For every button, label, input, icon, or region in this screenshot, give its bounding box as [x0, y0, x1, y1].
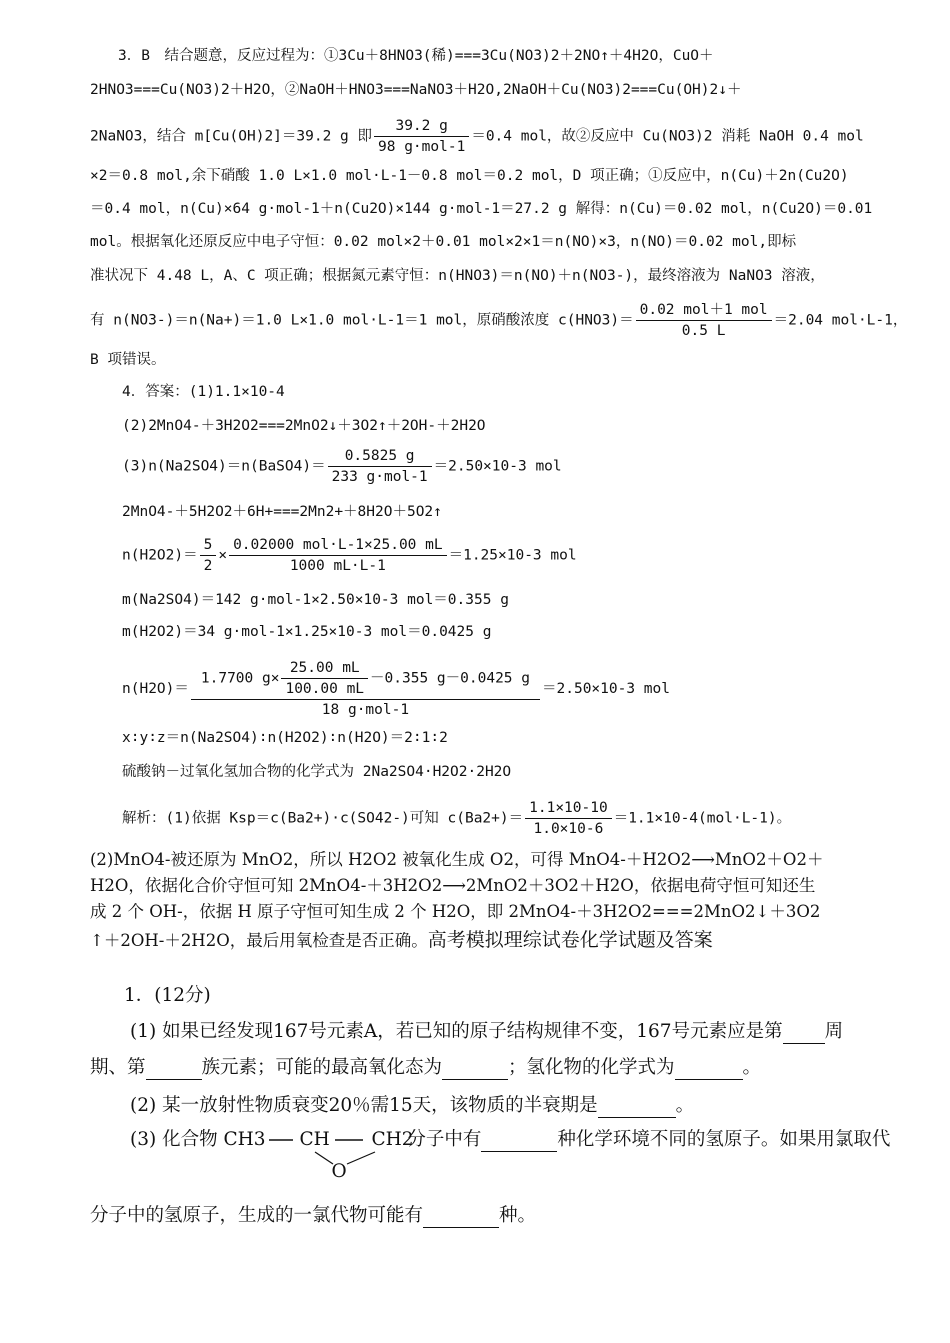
explanation-line: (2)MnO4-被还原为 MnO2，所以 H2O2 被氧化生成 O2，可得 MnO4-＋H2O2⟶MnO2＋O2＋: [90, 850, 824, 869]
fraction-denominator: 233 g·mol-1: [331, 469, 428, 485]
text-line-with-fraction: [90, 300, 907, 341]
formula-group-ch3: CH3: [223, 1129, 266, 1150]
answer-blank: [598, 1099, 676, 1118]
epoxide-formula: [223, 1128, 414, 1182]
answer-blank: [481, 1133, 557, 1152]
text-segment: ＝2.04 mol·L-1，: [773, 312, 908, 329]
fraction-numerator: 25.00 mL: [281, 658, 368, 679]
question-line: [130, 1128, 891, 1182]
fraction-numerator: [191, 658, 540, 700]
fraction-denominator: 98 g·mol-1: [378, 139, 466, 155]
question-number: 1．(12分): [124, 985, 211, 1006]
answer-blank: [146, 1061, 202, 1080]
fraction-denominator: 2: [203, 558, 213, 574]
answer-blank: [675, 1061, 743, 1080]
fraction-denominator: 1.0×10-6: [533, 821, 604, 837]
explanation-line: H2O，依据化合价守恒可知 2MnO4-＋3H2O2⟶2MnO2＋3O2＋H2O，依据电荷守恒可知还生: [90, 876, 816, 895]
text-segment: ＝2.50×10-3 mol: [433, 458, 562, 475]
answer-line: 4．答案：(1)1.1×10-4: [122, 384, 285, 400]
answer-line: m(H2O2)＝34 g·mol-1×1.25×10-3 mol＝0.0425 g: [122, 624, 492, 640]
text-segment: 分子中的氢原子，生成的一氯代物可能有: [90, 1205, 424, 1226]
text-segment: 1.7700 g×: [200, 670, 280, 687]
formula-atom-o: O: [331, 1161, 347, 1182]
text-line: mol。根据氧化还原反应中电子守恒：0.02 mol×2＋0.01 mol×2×1＝n(NO)×3，n(NO)＝0.02 mol,即标: [90, 234, 797, 250]
text-segment: n(H2O)＝: [122, 681, 189, 697]
text-segment: (3)n(Na2SO4)＝n(BaSO4)＝: [122, 458, 326, 475]
formula-group-ch: CH: [299, 1129, 330, 1150]
answer-line-with-fraction: [122, 446, 562, 487]
text-segment: ＝1.1×10-4(mol·L-1)。: [613, 810, 792, 827]
text-segment: (1) 如果已经发现167号元素A，若已知的原子结构规律不变，167号元素应是第: [130, 1021, 783, 1042]
text-line: B 项错误。: [90, 352, 166, 368]
text-segment: ↑＋2OH-＋2H2O，最后用氧检查是否正确。: [90, 931, 428, 950]
text-segment: 有 n(NO3-)＝n(Na+)＝1.0 L×1.0 mol·L-1＝1 mol，原硝酸浓度 c(HNO3)＝: [90, 312, 634, 329]
fraction: [281, 658, 368, 699]
answer-line-with-fraction: [122, 658, 670, 720]
question-line: [130, 1020, 843, 1044]
fraction-numerator: 0.02 mol＋1 mol: [636, 300, 772, 321]
text-segment: ＝1.25×10-3 mol: [448, 547, 577, 564]
text-segment: 。: [742, 1057, 762, 1078]
fraction: [374, 116, 469, 157]
text-segment: 分子中有: [407, 1129, 482, 1150]
text-line: ×2＝0.8 mol,余下硝酸 1.0 L×1.0 mol·L-1－0.8 mol＝0.2 mol，D 项正确；①反应中，n(Cu)＋2n(Cu2O): [90, 168, 849, 184]
fraction-numerator: 5: [200, 535, 217, 556]
text-segment: 解析：(1)依据 Ksp＝c(Ba2+)·c(SO42-)可知 c(Ba2+)＝: [122, 810, 524, 827]
text-line: 3．B 结合题意，反应过程为：①3Cu＋8HNO3(稀)===3Cu(NO3)2＋2NO↑＋4H2O，CuO＋: [118, 48, 714, 64]
answer-line: m(Na2SO4)＝142 g·mol-1×2.50×10-3 mol＝0.355 g: [122, 592, 509, 608]
text-segment: 种。: [499, 1205, 537, 1226]
text-segment: ＝0.4 mol，故②反应中 Cu(NO3)2 消耗 NaOH 0.4 mol: [471, 128, 864, 145]
document-title: 高考模拟理综试卷化学试题及答案: [427, 929, 713, 951]
fraction-denominator: 100.00 mL: [285, 681, 365, 697]
text-line: ＝0.4 mol，n(Cu)×64 g·mol-1＋n(Cu2O)×144 g·mol-1＝27.2 g 解得：n(Cu)＝0.02 mol，n(Cu2O)＝0.01: [90, 201, 873, 217]
explanation-line: 成 2 个 OH-，依据 H 原子守恒可知生成 2 个 H2O，即 2MnO4-＋3H2O2===2MnO2↓＋3O2: [90, 902, 821, 921]
answer-line: x∶y∶z＝n(Na2SO4)∶n(H2O2)∶n(H2O)＝2∶1∶2: [122, 730, 448, 746]
fraction-numerator: 1.1×10-10: [525, 798, 612, 819]
fraction: [525, 798, 612, 839]
fraction: [636, 300, 772, 341]
fraction: [229, 535, 447, 576]
text-segment: －0.355 g－0.0425 g: [370, 670, 530, 687]
fraction-denominator: 0.5 L: [681, 323, 726, 339]
text-segment: 族元素；可能的最高氧化态为: [201, 1057, 443, 1078]
formula-group-ch2: CH2: [371, 1129, 414, 1150]
answer-line: 硫酸钠－过氧化氢加合物的化学式为 2Na2SO4·H2O2·2H2O: [122, 764, 512, 780]
question-line: [90, 1056, 761, 1080]
text-segment: (3) 化合物: [130, 1129, 218, 1150]
question-line: [90, 1204, 536, 1228]
text-line: 准状况下 4.48 L，A、C 项正确；根据氮元素守恒：n(HNO3)＝n(NO)＋n(NO3-)，最终溶液为 NaNO3 溶液，: [90, 268, 825, 284]
text-segment: 期、第: [90, 1057, 146, 1078]
fraction: [200, 535, 217, 576]
fraction: [328, 446, 432, 487]
answer-line-with-fraction: n(H2O2)＝ $\frac{5}{2}$ × $\frac{\text{0.02000 mol·L-1×25.00 mL}}{1000 mL\cdot L-1}$ ＝1.25×10-3 mol: [122, 537, 577, 574]
epoxide-bonds: [223, 1128, 401, 1184]
text-segment: ；氢化物的化学式为: [508, 1057, 675, 1078]
question-line: [130, 1094, 694, 1118]
fraction-numerator: 0.5825 g: [328, 446, 432, 467]
answer-blank: [783, 1025, 825, 1044]
fraction: [191, 658, 540, 720]
text-segment: 种化学环境不同的氢原子。如果用氯取代: [557, 1129, 891, 1150]
answer-line: (2)2MnO4-＋3H2O2===2MnO2↓＋3O2↑＋2OH-＋2H2O: [122, 418, 486, 434]
text-segment: 周: [824, 1021, 844, 1042]
fraction-denominator: 1000 mL·L-1: [289, 558, 386, 574]
text-line-with-fraction: [90, 116, 864, 157]
text-segment: 。: [675, 1095, 695, 1116]
answer-blank: [423, 1209, 499, 1228]
text-segment: 2NaNO3，结合 m[Cu(OH)2]＝39.2 g 即: [90, 128, 373, 145]
fraction-denominator: 18 g·mol-1: [321, 702, 410, 718]
fraction-numerator: 39.2 g: [374, 116, 469, 137]
answer-blank: [442, 1061, 508, 1080]
answer-line: 2MnO4-＋5H2O2＋6H+===2Mn2+＋8H2O＋5O2↑: [122, 504, 442, 520]
text-segment: (2) 某一放射性物质衰变20％需15天，该物质的半衰期是: [130, 1095, 598, 1116]
fraction-numerator: 0.02000 mol·L-1×25.00 mL: [229, 535, 447, 556]
answer-line-with-fraction: [122, 798, 791, 839]
text-line: 2HNO3===Cu(NO3)2＋H2O，②NaOH＋HNO3===NaNO3＋H2O,2NaOH＋Cu(NO3)2===Cu(OH)2↓＋: [90, 82, 742, 98]
text-segment: ＝2.50×10-3 mol: [542, 681, 670, 697]
text-segment: n(H2O2)＝: [122, 547, 198, 564]
explanation-line: [90, 928, 713, 953]
